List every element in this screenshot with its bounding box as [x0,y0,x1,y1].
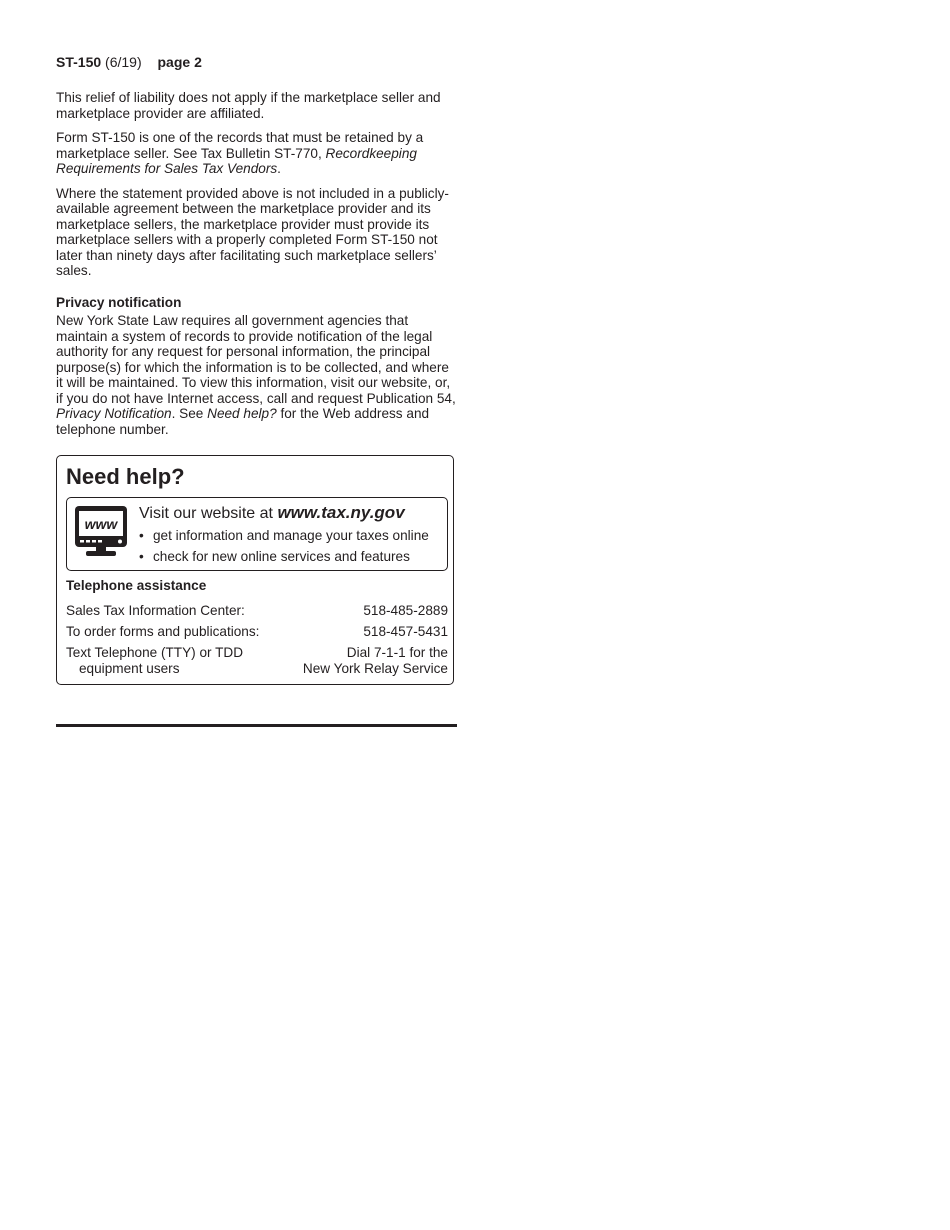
website-bullets [139,525,429,567]
privacy-text-mid: . See [171,406,208,421]
phone-label-line2: equipment users [79,660,180,676]
phone-label-line1: Text Telephone (TTY) or TDD [66,645,244,660]
paragraph-records [56,130,457,177]
website-prefix: Visit our website at [139,505,278,522]
privacy-publication-title: Privacy Notification [56,406,172,421]
phone-label [66,645,243,676]
website-bullet-item: • get information and manage your taxes online [139,525,429,546]
www-icon-label: www [84,516,118,532]
bottom-divider [56,724,457,727]
paragraph-records-end: . [277,161,281,176]
paragraph-records-text: Form ST-150 is one of the records that must be retained by a marketplace seller. See Tax Bulletin ST-770, [56,130,424,161]
need-help-box [56,455,454,685]
telephone-heading: Telephone assistance [66,578,207,593]
privacy-paragraph [56,313,457,437]
form-number: ST-150 [56,54,102,70]
need-help-reference: Need help? [207,406,277,421]
website-bullet-item: • check for new online services and features [139,546,429,567]
phone-label: To order forms and publications: [66,624,260,639]
privacy-text: New York State Law requires all government agencies that maintain a system of records to provide notification of the legal authority for any request for personal information, the principal purpose(s) for which the information is to be collected, and where it will be maintained. To view this information, visit our website, or, if you do not have Internet access, call and request Publication 54, [56,313,456,406]
privacy-heading: Privacy notification [56,294,182,310]
publication-title: Recordkeeping Requirements for Sales Tax Vendors [56,145,417,176]
phone-value-line2: New York Relay Service [302,660,448,676]
website-box [66,497,448,571]
paragraph-affiliation: This relief of liability does not apply if the marketplace seller and marketplace provider are affiliated. [56,90,441,121]
phone-number: 518-485-2889 [363,603,448,618]
paragraph-statement: Where the statement provided above is not included in a publicly-available agreement between the marketplace provider and its marketplace sellers, the marketplace provider must provide its marketplace sellers with a properly completed Form ST-150 not later than ninety days after facilitating such marketplace sellers’ sales. [56,185,449,278]
form-revision: (6/19) [105,54,142,70]
body-text [56,90,457,446]
phone-value-line1: Dial 7-1-1 for the [346,645,448,660]
www-monitor-icon [74,505,128,557]
page-number-label: page 2 [157,54,202,70]
phone-relay-info [303,645,448,676]
website-link[interactable]: www.tax.ny.gov [277,503,405,522]
page-header [56,53,202,71]
privacy-text-end: for the Web address and telephone number. [56,406,430,437]
phone-label: Sales Tax Information Center: [66,603,245,618]
need-help-title: Need help? [66,464,185,489]
phone-number: 518-457-5431 [363,624,448,639]
website-line [139,503,405,524]
